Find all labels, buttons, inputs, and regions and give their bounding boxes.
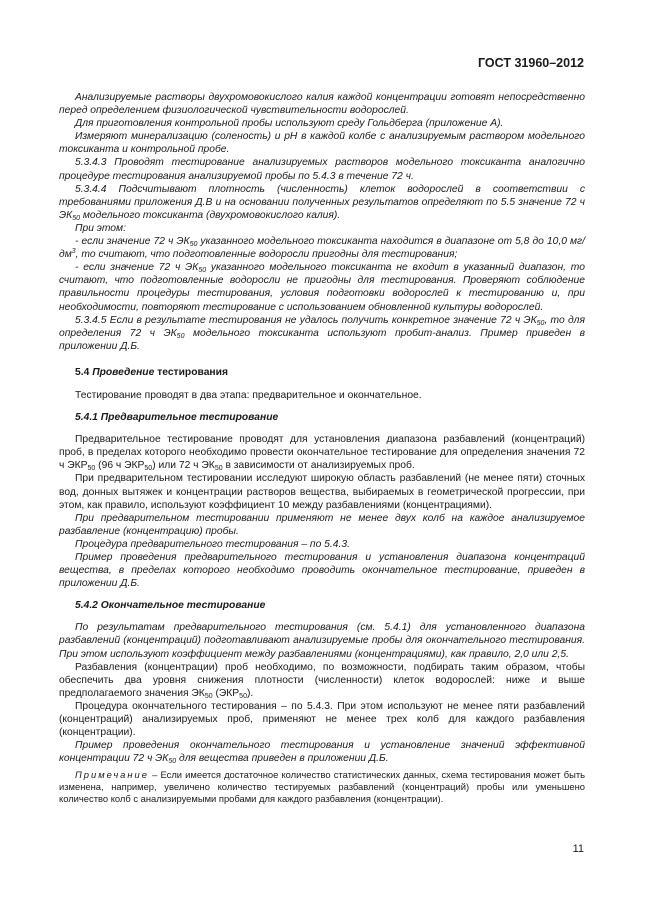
paragraph: Предварительное тестирование проводят для установления диапазона разбавлений (концентраций) проб, в пределах которого необходимо провести окончательное тестирование для определения значения 72 ч $ЭКР_{50}$ (96 ч $ЭКР_{50}$) или 72 ч $ЭК_{50}$ в зависимости от анализируемых проб.: [59, 434, 585, 473]
paragraph: Разбавления (концентрации) проб необходимо, по возможности, подбирать таким образом, чтобы обеспечить два уровня снижения плотности (численности) клеток водорослей: ниже и выше предполагаемого значения $ЭК_{50}$ $(ЭКР_{50})$.: [59, 661, 585, 700]
paragraph: Пример проведения окончательного тестирования и установление значений эффективной концентрации 72 ч $ЭК_{50}$ для вещества приведен в приложении Д.Б.: [59, 740, 585, 766]
paragraph: 5.3.4.3 Проводят тестирование анализируемых растворов модельного токсиканта аналогично процедуре тестирования анализируемой пробы по 5.4.3 в течение 72 ч.: [59, 157, 585, 182]
paragraph: При предварительном тестировании применяют не менее двух колб на каждое анализируемое разбавление (концентрацию) пробы.: [59, 512, 585, 537]
list-item: - если значение 72 ч $ЭК_{50}$ указанного модельного токсиканта не входит в указанный диапазон, то считают, что подготовленные водоросли не пригодны для тестирования. Проверяют соблюдение правильности процедуры тестирования, условия подготовки водорослей к тестированию и, при необходимости, повторяют тестирование с использованием обновленной культуры водорослей.: [59, 262, 585, 313]
page-content: [59, 91, 585, 805]
paragraph: Измеряют минерализацию (соленость) и pH в каждой колбе с анализируемым раствором модельного токсиканта и контрольной пробе.: [59, 131, 585, 156]
paragraph: Пример проведения предварительного тестирования и установления диапазона концентраций вещества, в пределах которого необходимо проводить окончательное тестирование, приведен в приложении Д.Б.: [59, 552, 585, 590]
page-number: 11: [572, 843, 584, 855]
paragraph: При этом:: [75, 222, 126, 234]
paragraph: При предварительном тестировании исследуют широкую область разбавлений (не менее пяти) сточных вод, донных вытяжек и концентрации растворов вещества, выбираемых в геометрической прогрессии, при этом, как правило, используют коэффициент 10 между разбавлениями (концентрациями).: [59, 473, 585, 511]
list-item: - если значение 72 ч $ЭК_{50}$ указанного модельного токсиканта находится в диапазоне от 5,8 до 10,0 $мг/дм^3$, то считают, что подготовленные водоросли пригодны для тестирования;: [59, 236, 585, 261]
subsection-heading: 5.4.1 Предварительное тестирование: [75, 412, 279, 424]
section-heading: 5.4 Проведение тестирования: [75, 366, 228, 378]
paragraph: Тестирование проводят в два этапа: предварительное и окончательное.: [75, 389, 422, 401]
paragraph: 5.3.4.5 Если в результате тестирования не удалось получить конкретное значение 72 ч $ЭК_{50}$, то для определения 72 ч $ЭК_{50}$ модельного токсиканта используют пробит-анализ. Пример приведен в приложении Д.Б.: [59, 314, 586, 352]
paragraph: Анализируемые растворы двухромовокислого калия каждой концентрации готовят непосредственно перед определением физиологической чувствительности водорослей.: [59, 92, 585, 117]
paragraph: 5.3.4.4 Подсчитывают плотность (численность) клеток водорослей в соответствии с требованиями приложения Д.В и на основании полученных результатов определяют по 5.5 значение 72 ч $ЭК_{50}$ модельного токсиканта (двухромовокислого калия).: [59, 183, 585, 222]
paragraph: Процедура предварительного тестирования – по 5.4.3.: [75, 538, 350, 550]
note: Примечание – Если имеется достаточное количество статистических данных, схема тестирования может быть изменена, например, увеличено количество тестируемых разбавлений (концентраций) пробы или уменьшено количество колб с анализируемыми пробами для каждого разбавления (концентрации).: [59, 769, 585, 805]
document-header: ГОСТ 31960–2012: [478, 56, 584, 70]
paragraph: Процедура окончательного тестирования – по 5.4.3. При этом используют не менее пяти разбавлений (концентраций) анализируемых проб, применяют не менее трех колб для каждого разбавления (концентрации).: [59, 700, 585, 739]
subsection-heading: 5.4.2 Окончательное тестирование: [75, 600, 266, 612]
paragraph: По результатам предварительного тестирования (см. 5.4.1) для установленного диапазона разбавлений (концентраций) подготавливают анализируемые пробы для окончательного тестирования. При этом используют коэффициент между разбавлениями (концентрациями), как правило, 2,0 или 2,5.: [59, 622, 585, 660]
note-label: Примечание: [75, 769, 149, 781]
paragraph: Для приготовления контрольной пробы используют среду Гольдберга (приложение А).: [75, 118, 504, 130]
